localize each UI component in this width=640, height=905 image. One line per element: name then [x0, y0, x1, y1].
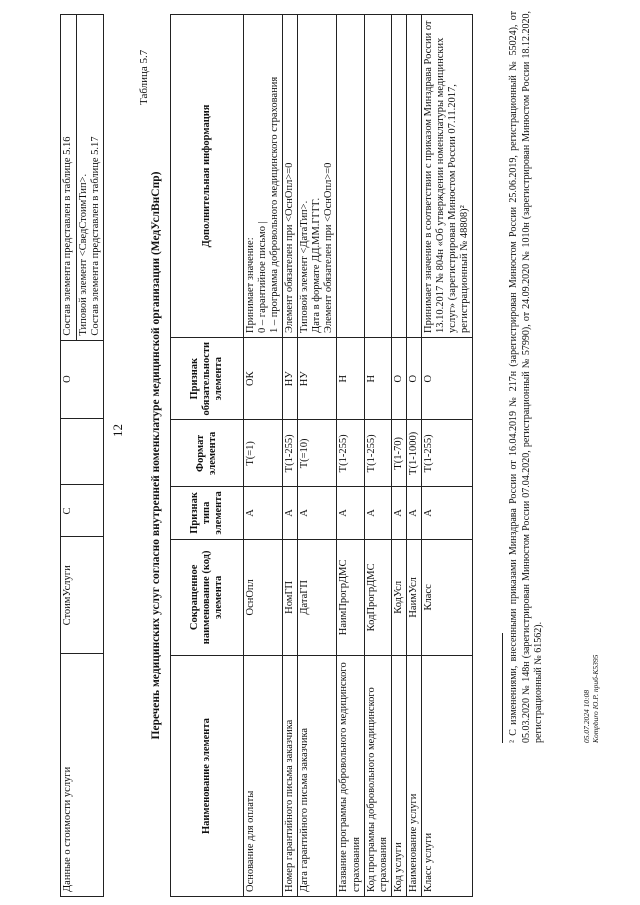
cell-code: Класс	[421, 539, 472, 656]
cell-required: НУ	[283, 337, 298, 420]
cell-name: Наименование услуги	[406, 656, 421, 897]
cell-format: Т(1-255)	[421, 420, 472, 487]
cell-format: Т(=1)	[244, 420, 283, 487]
cell-required: Н	[364, 337, 391, 420]
cell-info	[391, 15, 406, 338]
cell-type: А	[406, 487, 421, 539]
cell-info: Принимает значение в соответствии с приказом Минздрава России от 13.10.2017 № 804н «Об утверждении номенклатуры медицинских услуг» (зарегистрирован Минюстом России 07.11.2017, регистрационный № 48808)²	[421, 15, 472, 338]
cell-type: С	[61, 485, 104, 537]
cell-format: Т(1-70)	[391, 420, 406, 487]
cell-format: Т(1-255)	[337, 420, 364, 487]
cell-required: О	[421, 337, 472, 420]
cell-name: Основание для оплаты	[244, 656, 283, 897]
cell-name: Название программы добровольного медицинского страхования	[337, 656, 364, 897]
header-format: Формат элемента	[171, 420, 244, 487]
cell-info	[337, 15, 364, 338]
footnote-rule	[502, 633, 503, 743]
cell-required: О	[406, 337, 421, 420]
cell-info: Типовой элемент <СведСтоимТип>. Состав элемента представлен в таблице 5.17	[77, 15, 104, 341]
table-row	[283, 15, 298, 897]
table-row	[298, 15, 337, 897]
table-row	[364, 15, 391, 897]
stamp-date: 05.07.2024 10:08	[582, 689, 591, 743]
cell-format: Т(1-1000)	[406, 420, 421, 487]
cell-info: Элемент обязателен при <ОснОпл>=0	[283, 15, 298, 338]
cell-format	[61, 418, 104, 485]
cell-required: О	[61, 340, 104, 418]
table-row	[421, 15, 472, 897]
cell-format: Т(=10)	[298, 420, 337, 487]
cell-type: А	[337, 487, 364, 539]
cell-format: Т(1-255)	[283, 420, 298, 487]
table-row	[244, 15, 283, 897]
cell-type: А	[391, 487, 406, 539]
cell-code: ДатаГП	[298, 539, 337, 656]
cell-info	[406, 15, 421, 338]
cell-required: Н	[337, 337, 364, 420]
header-code: Сокращенное наименование (код) элемента	[171, 539, 244, 656]
cell-required: О	[391, 337, 406, 420]
cell-type: А	[298, 487, 337, 539]
page-number: 12	[110, 424, 125, 437]
table-row	[61, 15, 77, 897]
cell-info: Состав элемента представлен в таблице 5.16	[61, 15, 77, 341]
header-required: Признак обязательности элемента	[171, 337, 244, 420]
cell-code: НаимПрогрДМС	[337, 539, 364, 656]
services-table	[170, 14, 473, 897]
cell-code: НомГП	[283, 539, 298, 656]
cell-code: НаимУсл	[406, 539, 421, 656]
stamp-author: Kompburo Ю.Р. приб-К5395	[591, 654, 600, 743]
cell-type: А	[244, 487, 283, 539]
table-title: Перечень медицинских услуг согласно внутренней номенклатуре медицинской организации (МедУслВнСпр)	[150, 171, 162, 740]
cell-code: КодПрогрДМС	[364, 539, 391, 656]
table-label: Таблица 5.7	[138, 49, 150, 105]
continuation-table	[60, 14, 104, 897]
cell-info: Принимает значение: 0 – гарантийное письмо | 1 – программа добровольного медицинского страхования	[244, 15, 283, 338]
electronic-stamp	[582, 655, 600, 743]
cell-type: А	[283, 487, 298, 539]
header-info: Дополнительная информация	[171, 15, 244, 338]
cell-name: Код программы добровольного медицинского страхования	[364, 656, 391, 897]
table-header-row	[171, 15, 244, 897]
cell-required: ОК	[244, 337, 283, 420]
footnote: ² С изменениями, внесенными приказами Минздрава России от 16.04.2019 № 217н (зарегистрирован Минюстом России 25.06.2019, регистрационный № 55024), от 05.03.2020 № 148н (зарегистрирован Минюстом России 07.04.2020, регистрационный № 57990), от 24.09.2020 № 1010н (зарегистрирован Минюстом России 18.12.2020, регистрационный № 61562).	[508, 11, 544, 743]
table-row	[406, 15, 421, 897]
cell-name: Данные о стоимости услуги	[61, 654, 104, 897]
cell-format: Т(1-255)	[364, 420, 391, 487]
cell-type: А	[421, 487, 472, 539]
cell-name: Класс услуги	[421, 656, 472, 897]
cell-name: Номер гарантийного письма заказчика	[283, 656, 298, 897]
cell-info: Типовой элемент <ДатаТип>. Дата в формате ДД.ММ.ГГГГ. Элемент обязателен при <ОснОпл>=0	[298, 15, 337, 338]
header-type: Признак типа элемента	[171, 487, 244, 539]
table-row	[337, 15, 364, 897]
cell-code: КодУсл	[391, 539, 406, 656]
cell-name: Код услуги	[391, 656, 406, 897]
cell-code: ОснОпл	[244, 539, 283, 656]
cell-required: НУ	[298, 337, 337, 420]
header-name: Наименование элемента	[171, 656, 244, 897]
table-row	[391, 15, 406, 897]
cell-name: Дата гарантийного письма заказчика	[298, 656, 337, 897]
cell-info	[364, 15, 391, 338]
cell-code: СтоимУслуги	[61, 537, 104, 654]
cell-type: А	[364, 487, 391, 539]
